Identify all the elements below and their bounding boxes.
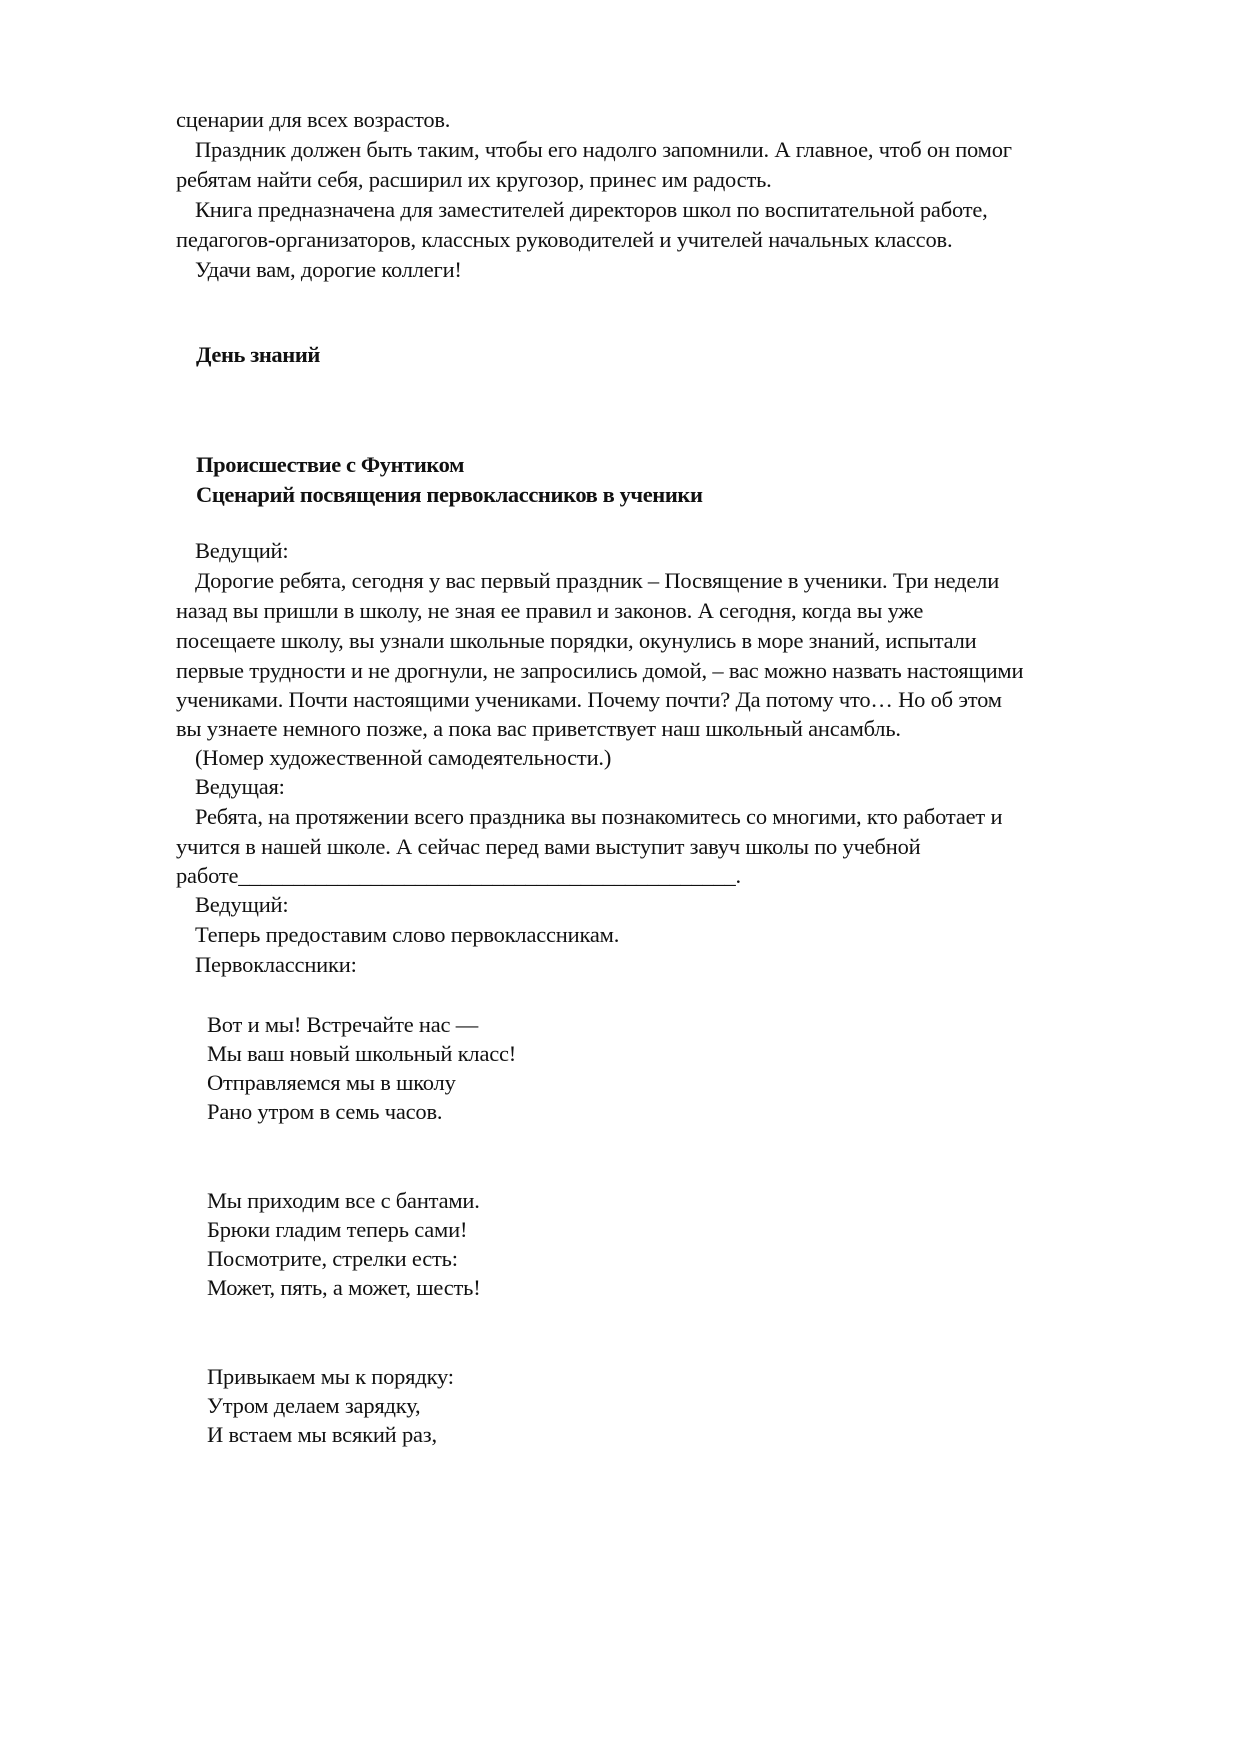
intro-line: сценарии для всех возрастов. [176,107,451,132]
body-line: Ребята, на протяжении всего праздника вы познакомитесь со многими, кто работает и [195,804,1003,829]
body-line: Дорогие ребята, сегодня у вас первый праздник – Посвящение в ученики. Три недели [195,568,1000,593]
intro-line: Удачи вам, дорогие коллеги! [195,257,462,282]
verse-line: Посмотрите, стрелки есть: [207,1246,458,1271]
verse-line: Отправляемся мы в школу [207,1070,456,1095]
intro-line: Праздник должен быть таким, чтобы его надолго запомнили. А главное, чтоб он помог [195,137,1012,162]
intro-line: Книга предназначена для заместителей директоров школ по воспитательной работе, [195,197,988,222]
section-title: День знаний [196,342,320,367]
intro-line: педагогов-организаторов, классных руководителей и учителей начальных классов. [176,227,953,252]
verse-line: Рано утром в семь часов. [207,1099,443,1124]
verse-line: Мы ваш новый школьный класс! [207,1041,517,1066]
body-line-blank: работе_____________________________________________. [176,863,741,888]
speaker-label: Ведущая: [195,774,285,799]
body-line: вы узнаете немного позже, а пока вас приветствует наш школьный ансамбль. [176,716,901,741]
body-line: учениками. Почти настоящими учениками. Почему почти? Да потому что… Но об этом [176,687,1002,712]
verse-line: И встаем мы всякий раз, [207,1422,437,1447]
verse-line: Брюки гладим теперь сами! [207,1217,468,1242]
verse-line: Вот и мы! Встречайте нас — [207,1012,479,1037]
speaker-label: Первоклассники: [195,952,357,977]
body-line: Теперь предоставим слово первоклассникам. [195,922,620,947]
stage-direction: (Номер художественной самодеятельности.) [195,745,612,770]
verse-line: Мы приходим все с бантами. [207,1188,480,1213]
body-line: назад вы пришли в школу, не зная ее правил и законов. А сегодня, когда вы уже [176,598,924,623]
body-line: учится в нашей школе. А сейчас перед вами выступит завуч школы по учебной [176,834,921,859]
intro-line: ребятам найти себя, расширил их кругозор, принес им радость. [176,167,772,192]
verse-line: Утром делаем зарядку, [207,1393,421,1418]
body-line: первые трудности и не дрогнули, не запросились домой, – вас можно назвать настоящими [176,658,1024,683]
verse-line: Может, пять, а может, шесть! [207,1275,481,1300]
speaker-label: Ведущий: [195,538,289,563]
scenario-subtitle: Сценарий посвящения первоклассников в ученики [196,482,703,507]
speaker-label: Ведущий: [195,892,289,917]
verse-line: Привыкаем мы к порядку: [207,1364,454,1389]
body-line: посещаете школу, вы узнали школьные порядки, окунулись в море знаний, испытали [176,628,977,653]
scenario-title: Происшествие с Фунтиком [196,452,465,477]
